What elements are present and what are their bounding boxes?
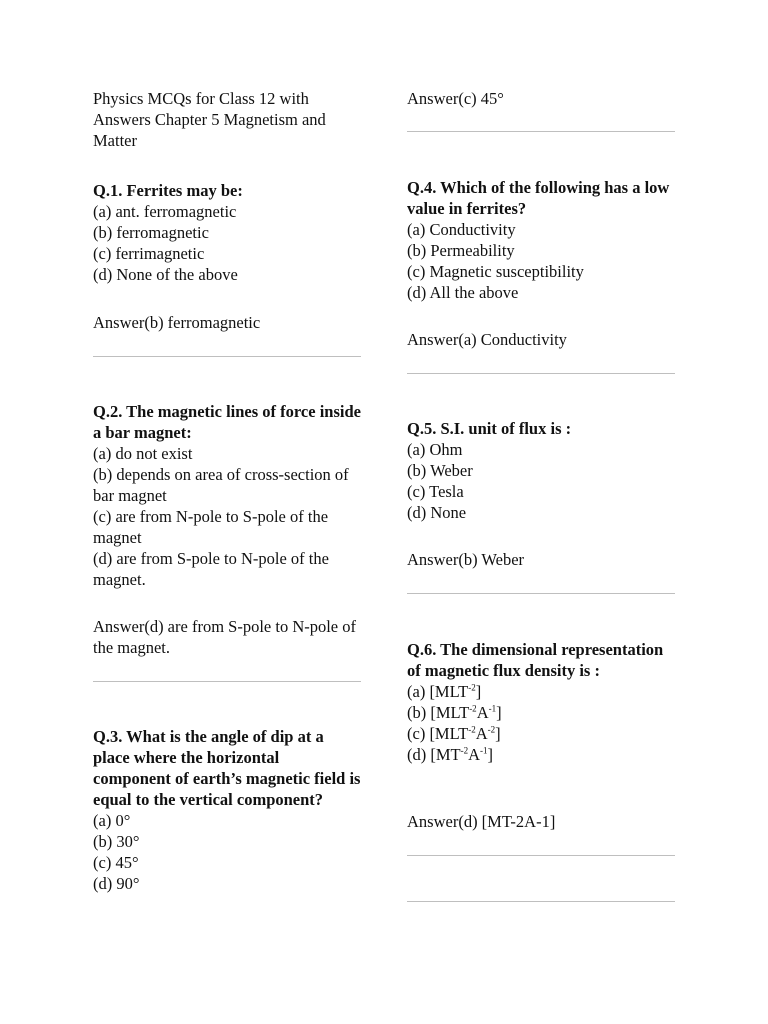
question-2-option-d: (d) are from S-pole to N-pole of the magnet. — [93, 549, 329, 589]
question-2-option-b: (b) depends on area of cross-section of bar magnet — [93, 465, 349, 505]
question-5-option-b: (b) Weber — [407, 461, 473, 480]
divider — [93, 681, 361, 682]
question-3-option-a: (a) 0° — [93, 811, 131, 830]
question-6-text: Q.6. The dimensional representation of magnetic flux density is : — [407, 640, 664, 680]
question-6-option-c: (c) $[MLT^{-2}A^{-2}]$ — [407, 724, 501, 743]
document-title-block — [93, 88, 361, 151]
question-1-option-c: (c) ferrimagnetic — [93, 244, 205, 263]
question-5-answer-block — [407, 549, 675, 570]
question-1-option-d: (d) None of the above — [93, 265, 238, 284]
question-1 — [93, 180, 361, 285]
divider — [407, 131, 675, 132]
question-2-option-c: (c) are from N-pole to S-pole of the magnet — [93, 507, 329, 547]
question-3-option-b: (b) 30° — [93, 832, 140, 851]
question-2-option-a: (a) do not exist — [93, 444, 193, 463]
question-1-answer: Answer(b) ferromagnetic — [93, 313, 261, 332]
question-5-answer: Answer(b) Weber — [407, 550, 525, 569]
question-6-option-b: (b) $[MLT^{-2}A^{-1}]$ — [407, 703, 502, 722]
question-3 — [93, 726, 361, 894]
question-5-option-a: (a) Ohm — [407, 440, 463, 459]
question-4-option-d: (d) All the above — [407, 283, 519, 302]
question-4-answer: Answer(a) Conductivity — [407, 330, 567, 349]
question-3-answer: Answer(c) 45° — [407, 89, 504, 108]
question-6-answer: Answer(d) [MT-2A-1] — [407, 812, 556, 831]
document-title: Physics MCQs for Class 12 with Answers Chapter 5 Magnetism and Matter — [93, 89, 326, 150]
divider — [407, 373, 675, 374]
divider — [93, 356, 361, 357]
question-4-text: Q.4. Which of the following has a low value in ferrites? — [407, 178, 670, 218]
question-2-answer-block — [93, 616, 361, 658]
question-4-option-c: (c) Magnetic susceptibility — [407, 262, 584, 281]
question-5-option-d: (d) None — [407, 503, 467, 522]
question-4-answer-block — [407, 329, 675, 350]
question-4 — [407, 177, 675, 303]
question-5-option-c: (c) Tesla — [407, 482, 464, 501]
question-6 — [407, 639, 675, 765]
question-1-option-a: (a) ant. ferromagnetic — [93, 202, 237, 221]
question-1-option-b: (b) ferromagnetic — [93, 223, 209, 242]
question-3-text: Q.3. What is the angle of dip at a place where the horizontal component of earth’s magnetic field is equal to the vertical component? — [93, 727, 361, 809]
divider — [407, 593, 675, 594]
question-5 — [407, 418, 675, 523]
question-4-option-a: (a) Conductivity — [407, 220, 516, 239]
question-3-option-c: (c) 45° — [93, 853, 139, 872]
question-2-text: Q.2. The magnetic lines of force inside a bar magnet: — [93, 402, 361, 442]
question-3-answer-block — [407, 88, 675, 109]
question-4-option-b: (b) Permeability — [407, 241, 515, 260]
question-6-option-d: (d) $[MT^{-2}A^{-1}]$ — [407, 745, 494, 764]
question-5-text: Q.5. S.I. unit of flux is : — [407, 419, 572, 438]
divider — [407, 855, 675, 856]
question-1-text: Q.1. Ferrites may be: — [93, 181, 243, 200]
question-3-option-d: (d) 90° — [93, 874, 140, 893]
question-2-answer: Answer(d) are from S-pole to N-pole of the magnet. — [93, 617, 357, 657]
question-6-answer-block — [407, 811, 675, 832]
question-2 — [93, 401, 361, 590]
question-6-option-a: (a) $[MLT^{-2}]$ — [407, 682, 482, 701]
divider — [407, 901, 675, 902]
question-1-answer-block — [93, 312, 361, 333]
